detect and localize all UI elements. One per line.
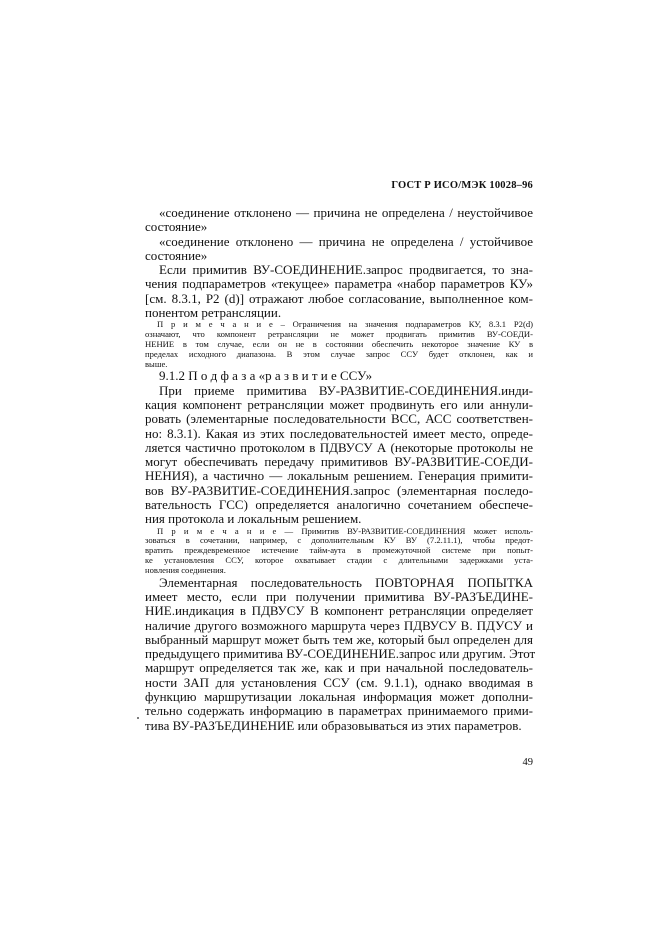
text-line: НЕНИЕ в том случае, если он не в состоянии обеспечить некоторое значение КУ в [145, 338, 533, 349]
note-block [145, 320, 533, 369]
text-line: Если примитив ВУ-СОЕДИНЕНИЕ.запрос продвигается, то зна- [159, 262, 533, 278]
text-line: выше. [145, 358, 168, 369]
text-line: П р и м е ч а н и е – Ограничения на значения подпараметров КУ, 8.3.1 P2(d) [157, 319, 533, 330]
text-line: «соединение отклонено — причина не определена / устойчивое [159, 233, 533, 249]
text-line: 9.1.2 П о д ф а з а «р а з в и т и е ССУ» [159, 368, 373, 384]
text-line: чения подпараметров «текущее» параметра «набор параметров КУ» [145, 276, 533, 292]
scan-speck [137, 717, 139, 719]
text-line: но: 8.3.1). Какая из этих последовательностей имеет место, опреде- [145, 425, 533, 441]
paragraph [145, 206, 533, 235]
paragraph [145, 263, 533, 320]
note-block [145, 527, 533, 576]
text-line: вратить преждевременное истечение тайм-аута в промежуточной системе при попыт- [145, 545, 533, 556]
text-line: ния протокола и локальным решением. [145, 511, 362, 527]
text-line: функцию маршрутизации локальная информация может дополни- [145, 688, 533, 704]
document-body [145, 205, 536, 733]
text-line: [см. 8.3.1, P2 (d)] отражают любое согласование, выполненное ком- [145, 290, 533, 306]
text-line: состояние» [145, 219, 208, 235]
text-line: кация компонент ретрансляции может продвинуть его или аннули- [145, 396, 533, 412]
document-header: ГОСТ Р ИСО/МЭК 10028–96 [391, 180, 533, 191]
text-line: понентом ретрансляции. [145, 305, 282, 321]
text-line: означают, что компонент ретрансляции не может продвигать примитив ВУ-СОЕДИ- [145, 329, 533, 340]
text-line: могут обеспечивать передачу примитивов ВУ-РАЗВИТИЕ-СОЕДИ- [145, 454, 533, 470]
text-line: При приеме примитива ВУ-РАЗВИТИЕ-СОЕДИНЕНИЯ.инди- [159, 382, 533, 398]
text-line: «соединение отклонено — причина не определена / неустойчивое [159, 205, 533, 220]
page-number: 49 [522, 757, 533, 768]
text-line: Элементарная последовательность ПОВТОРНАЯ ПОПЫТКА [159, 574, 533, 590]
text-line: предыдущего примитива ВУ-СОЕДИНЕНИЕ.запрос или другим. Этот [145, 646, 536, 662]
text-line: наличие другого возможного маршрута через ПДВУСУ В. ПДУСУ и [145, 617, 533, 633]
text-line: выбранный маршрут может быть тем же, который был определен для [145, 631, 533, 647]
text-line: П р и м е ч а н и е — Примитив ВУ-РАЗВИТИЕ-СОЕДИНЕНИЯ может исполь- [157, 525, 533, 536]
text-line: ности ЗАП для установления ССУ (см. 9.1.1), однако вводимая в [145, 674, 533, 690]
paragraph [145, 235, 533, 264]
text-line: состояние» [145, 247, 208, 263]
text-line: имеет место, если при получении примитива ВУ-РАЗЪЕДИНЕ- [145, 588, 533, 604]
paragraph [145, 574, 536, 733]
text-line: пределах исходного диапазона. В этом случае запрос ССУ будет отклонен, как и [145, 348, 533, 359]
text-line: новления соединения. [145, 564, 226, 575]
text-line: вательность ГСС) определяется аналогично сочетанием обеспече- [145, 497, 533, 513]
text-line: тельно содержать информацию в параметрах принимаемого прими- [145, 703, 533, 719]
text-line: зоваться в сочетании, например, с дополнительным КУ ВУ (7.2.11.1), чтобы предот- [145, 535, 533, 546]
text-line: тива ВУ-РАЗЪЕДИНЕНИЕ или образовываться из этих параметров. [145, 717, 522, 733]
text-line: ке установления ССУ, которое охватывает стадии с длительными задержками уста- [145, 555, 533, 566]
text-line: ляется частично протоколом в ПДВУСУ А (некоторые протоколы не [145, 439, 533, 455]
text-line: НИЕ.индикация в ПДВУСУ В компонент ретрансляции определяет [145, 603, 533, 619]
paragraph [145, 384, 533, 527]
text-line: НЕНИЯ), а частично — локальным решением. Генерация примити- [145, 468, 533, 484]
text-line: вов ВУ-РАЗВИТИЕ-СОЕДИНЕНИЯ.запрос (элементарная последо- [145, 482, 533, 498]
text-line: ровать (элементарные последовательности ВСС, АСС соответствен- [145, 411, 533, 427]
section-heading [145, 369, 533, 383]
text-line: маршрут определяется так же, как и при начальной последователь- [145, 660, 533, 676]
